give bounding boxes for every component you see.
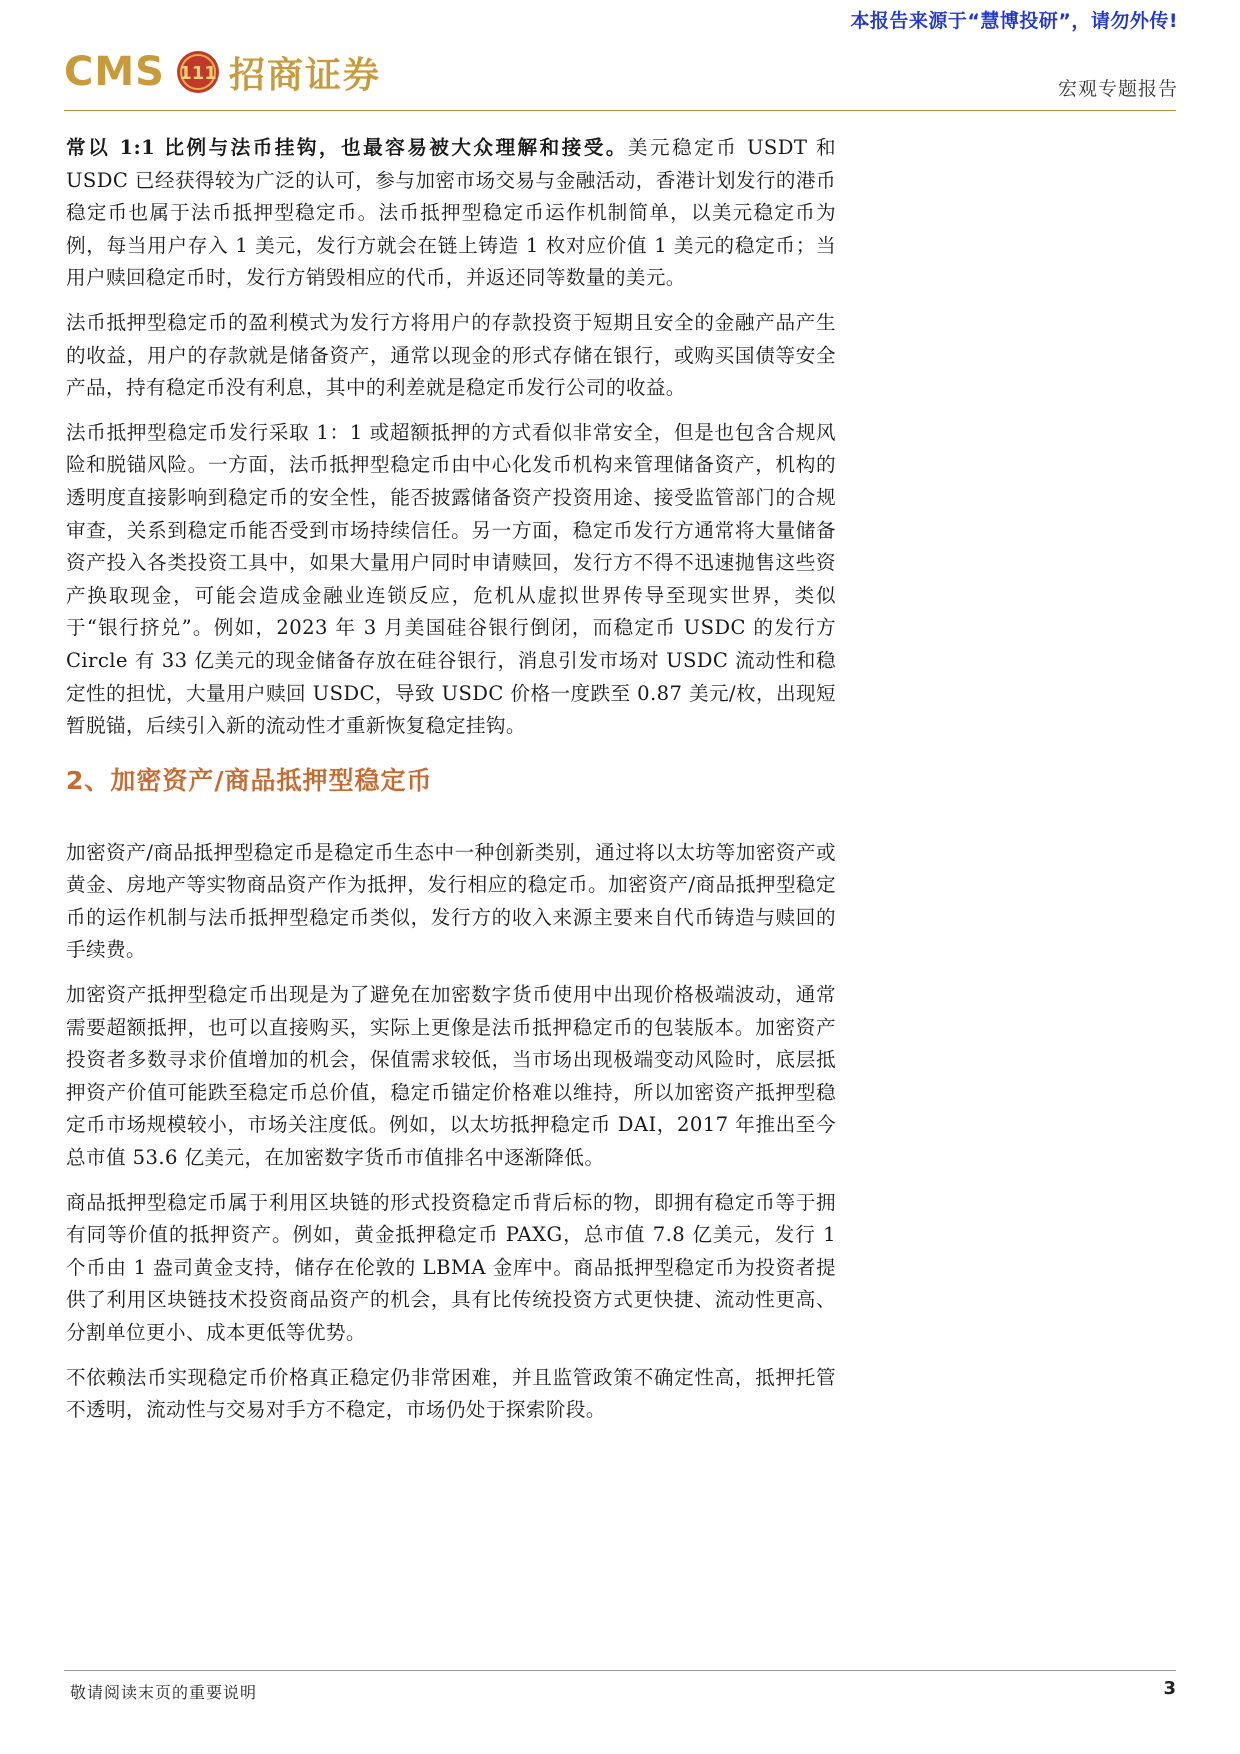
paragraph-conclusion: 不依赖法币实现稳定币价格真正稳定仍非常困难，并且监管政策不确定性高，抵押托管不透明，流动性与交易对手方不稳定，市场仍处于探索阶段。 [66, 1365, 836, 1422]
paragraph-crypto-collateral: 加密资产抵押型稳定币出现是为了避免在加密数字货币使用中出现价格极端波动，通常需要超额抵押，也可以直接购买，实际上更像是法币抵押稳定币的包装版本。加密资产投资者多数寻求价值增加的机会，保值需求较低，当市场出现极端变动风险时，底层抵押资产价值可能跌至稳定币总价值，稳定币锚定价格难以维持，所以加密资产抵押型稳定币市场规模较小，市场关注度低。例如，以太坊抵押稳定币 DAI，2017 年推出至今总市值 53.6 亿美元，在加密数字货币市值排名中逐渐降低。 [66, 983, 836, 1170]
header-divider [64, 110, 1176, 111]
paragraph-fiat-risks: 法币抵押型稳定币发行采取 1：1 或超额抵押的方式看似非常安全，但是也包含合规风险和脱锚风险。一方面，法币抵押型稳定币由中心化发币机构来管理储备资产，机构的透明度直接影响到稳定币的安全性，能否披露储备资产投资用途、接受监管部门的合规审查，关系到稳定币能否受到市场持续信任。另一方面，稳定币发行方通常将大量储备资产投入各类投资工具中，如果大量用户同时申请赎回，发行方不得不迅速抛售这些资产换取现金，可能会造成金融业连锁反应，危机从虚拟世界传导至现实世界，类似于“银行挤兑”。例如，2023 年 3 月美国硅谷银行倒闭，而稳定币 USDC 的发行方 Circle 有 33 亿美元的现金储备存放在硅谷银行，消息引发市场对 USDC 流动性和稳定性的担忧，大量用户赎回 USDC，导致 USDC 价格一度跌至 0.87 美元/枚，出现短暂脱锚，后续引入新的流动性才重新恢复稳定挂钩。 [66, 420, 836, 738]
page-number: 3 [1163, 1678, 1176, 1699]
paragraph-bold-lead: 常以 1:1 比例与法币挂钩，也最容易被大众理解和接受。 [66, 136, 628, 159]
section-heading: 2、加密资产/商品抵押型稳定币 [66, 765, 433, 795]
paragraph-crypto-commodity-intro: 加密资产/商品抵押型稳定币是稳定币生态中一种创新类别，通过将以太坊等加密资产或黄金、房地产等实物商品资产作为抵押，发行相应的稳定币。加密资产/商品抵押型稳定币的运作机制与法币抵押型稳定币类似，发行方的收入来源主要来自代币铸造与赎回的手续费。 [66, 840, 836, 962]
paragraph-commodity-collateral: 商品抵押型稳定币属于利用区块链的形式投资稳定币背后标的物，即拥有稳定币等于拥有同等价值的抵押资产。例如，黄金抵押稳定币 PAXG，总市值 7.8 亿美元，发行 1 个币由 1 盎司黄金支持，储存在伦敦的 LBMA 金库中。商品抵押型稳定币为投资者提供了利用区块链技术投资商品资产的机会，具有比传统投资方式更快捷、流动性更高、分割单位更小、成本更低等优势。 [66, 1190, 836, 1344]
logo-emblem-label: 111 [179, 63, 217, 84]
logo-emblem-icon [175, 49, 221, 95]
company-logo [64, 44, 381, 100]
watermark-notice: 本报告来源于“慧博投研”，请勿外传! [850, 10, 1178, 32]
paragraph-fiat-intro [66, 132, 836, 295]
logo-chinese-name: 招商证券 [228, 54, 381, 96]
report-type-label: 宏观专题报告 [1057, 78, 1178, 100]
footer-divider [64, 1670, 1176, 1671]
paragraph-fiat-intro-text: 美元稳定币 USDT 和 USDC 已经获得较为广泛的认可，参与加密市场交易与金融活动，香港计划发行的港币稳定币也属于法币抵押型稳定币。法币抵押型稳定币运作机制简单，以美元稳定币为例，每当用户存入 1 美元，发行方就会在链上铸造 1 枚对应价值 1 美元的稳定币；当用户赎回稳定币时，发行方销毁相应的代币，并返还同等数量的美元。 [66, 136, 836, 290]
paragraph-fiat-profit-model: 法币抵押型稳定币的盈利模式为发行方将用户的存款投资于短期且安全的金融产品产生的收益，用户的存款就是储备资产，通常以现金的形式存储在银行，或购买国债等安全产品，持有稳定币没有利息，其中的利差就是稳定币发行公司的收益。 [66, 310, 836, 400]
main-content [66, 132, 836, 1439]
footer-note: 敬请阅读末页的重要说明 [70, 1683, 258, 1702]
logo-cms-text: CMS [64, 49, 165, 95]
